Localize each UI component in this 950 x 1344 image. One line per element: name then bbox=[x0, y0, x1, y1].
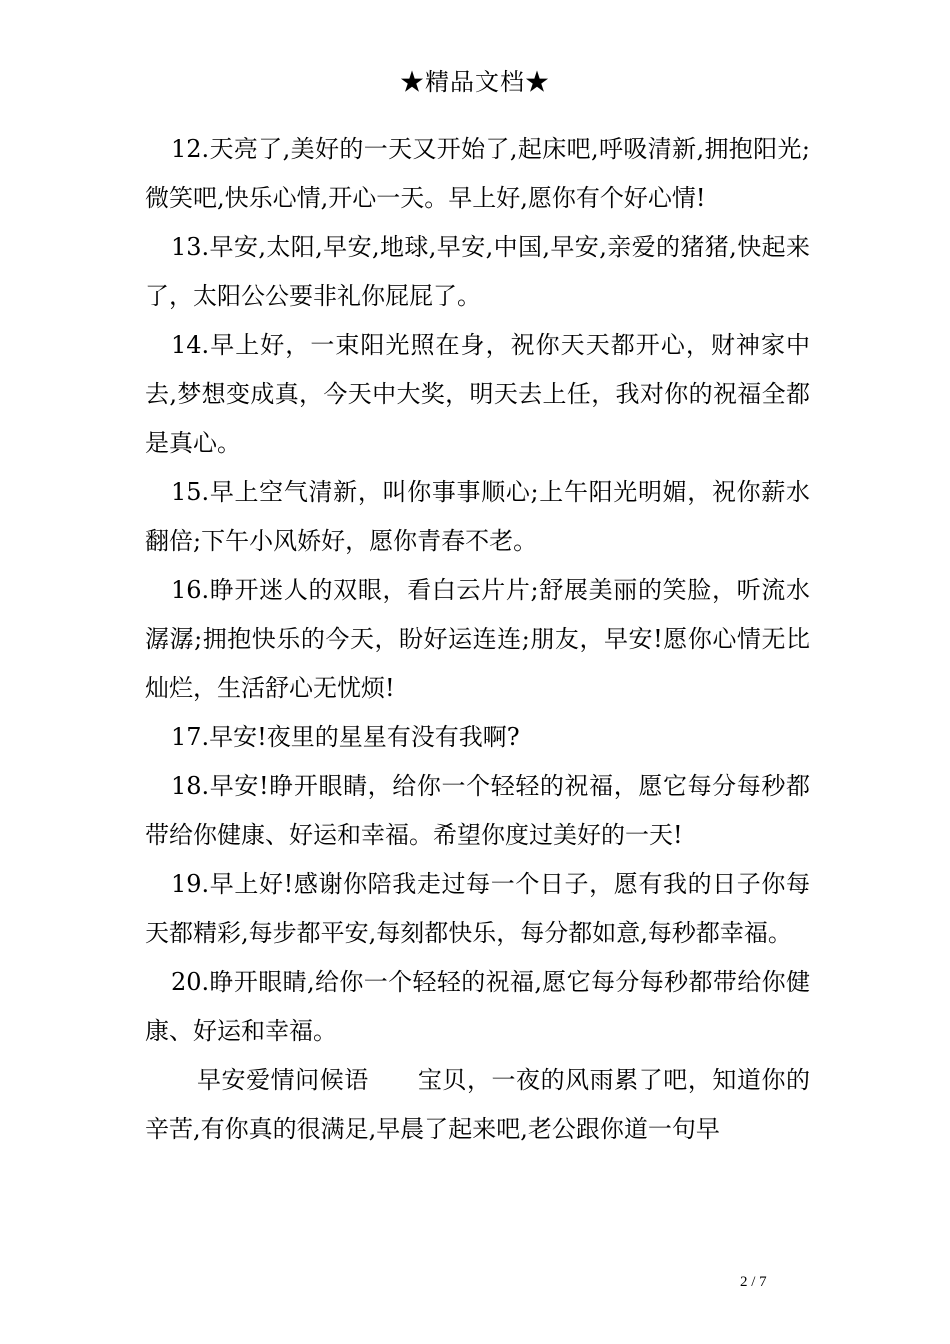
paragraph-18: 18.早安!睁开眼睛，给你一个轻轻的祝福，愿它每分每秒都带给你健康、好运和幸福。希望你度过美好的一天! bbox=[145, 772, 810, 849]
paragraph-20: 20.睁开眼睛,给你一个轻轻的祝福,愿它每分每秒都带给你健康、好运和幸福。 bbox=[145, 968, 810, 1045]
paragraph-14: 14.早上好，一束阳光照在身，祝你天天都开心，财神家中去,梦想变成真，今天中大奖，明天去上任，我对你的祝福全都是真心。 bbox=[145, 331, 810, 457]
paragraph-17: 17.早安!夜里的星星有没有我啊? bbox=[171, 723, 520, 751]
page-number: 2 / 7 bbox=[740, 1274, 767, 1290]
page-header-title: ★精品文档★ bbox=[400, 68, 550, 96]
paragraph-16: 16.睁开迷人的双眼，看白云片片;舒展美丽的笑脸，听流水潺潺;拥抱快乐的今天，盼好运连连;朋友，早安!愿你心情无比灿烂，生活舒心无忧烦! bbox=[145, 576, 810, 702]
paragraph-13: 13.早安,太阳,早安,地球,早安,中国,早安,亲爱的猪猪,快起来了，太阳公公要非礼你屁屁了。 bbox=[145, 233, 810, 310]
paragraph-love-greeting: 早安爱情问候语 宝贝，一夜的风雨累了吧，知道你的辛苦,有你真的很满足,早晨了起来吧,老公跟你道一句早 bbox=[145, 1066, 810, 1143]
paragraph-12: 12.天亮了,美好的一天又开始了,起床吧,呼吸清新,拥抱阳光;微笑吧,快乐心情,开心一天。早上好,愿你有个好心情! bbox=[145, 135, 810, 212]
paragraph-19: 19.早上好!感谢你陪我走过每一个日子，愿有我的日子你每天都精彩,每步都平安,每刻都快乐，每分都如意,每秒都幸福。 bbox=[145, 870, 810, 947]
document-body bbox=[145, 125, 810, 1154]
paragraph-15: 15.早上空气清新，叫你事事顺心;上午阳光明媚，祝你薪水翻倍;下午小风娇好，愿你青春不老。 bbox=[145, 478, 810, 555]
